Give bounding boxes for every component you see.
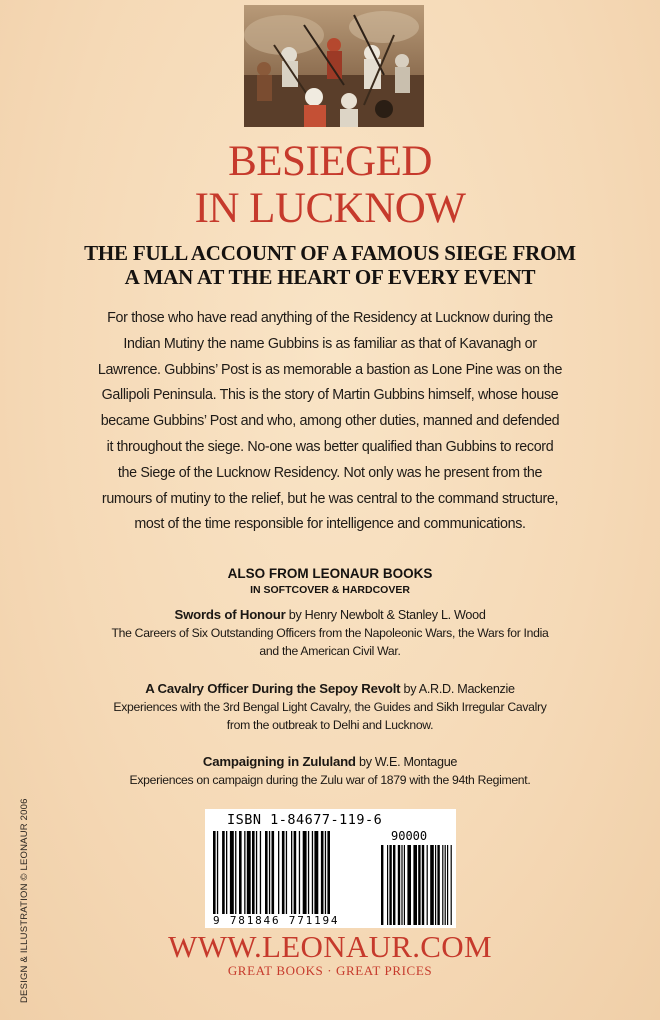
book-description: Experiences on campaign during the Zulu war of 1879 with the 94th Regiment. (129, 773, 531, 787)
book-author: by A.R.D. Mackenzie (400, 682, 515, 696)
book-title: Swords of Honour (174, 607, 286, 622)
design-credit: DESIGN & ILLUSTRATION © LEONAUR 2006 (19, 798, 30, 1003)
book-listing (80, 753, 580, 789)
book-author: by W.E. Montague (355, 755, 458, 769)
book-description: from the outbreak to Delhi and Lucknow. (226, 718, 434, 732)
subtitle-line-1: THE FULL ACCOUNT OF A FAMOUS SIEGE FROM (84, 241, 576, 265)
isbn-barcode (205, 809, 456, 928)
blurb-line: became Gubbins’ Post and who, among other duties, manned and defended (100, 413, 560, 430)
book-title: A Cavalry Officer During the Sepoy Revolt (145, 681, 401, 696)
publisher-website[interactable]: WWW.LEONAUR.COM (168, 929, 492, 964)
battle-scene-illustration-icon (244, 5, 424, 127)
blurb-line: the Siege of the Lucknow Residency. Not only was he present from the (117, 464, 543, 481)
also-from-heading: ALSO FROM LEONAUR BOOKS (227, 566, 433, 581)
book-title-line-2: IN LUCKNOW (194, 185, 466, 232)
book-description: The Careers of Six Outstanding Officers from the Napoleonic Wars, the Wars for India (111, 626, 549, 640)
ean-number: 9 781846 771194 (213, 914, 340, 927)
subtitle-line-2: A MAN AT THE HEART OF EVERY EVENT (124, 265, 536, 289)
book-listing (80, 680, 580, 734)
blurb-line: Indian Mutiny the name Gubbins is as familiar as that of Kavanagh or (123, 335, 537, 352)
book-listing (80, 606, 580, 660)
blurb-line: rumours of mutiny to the relief, but he was central to the command structure, (101, 490, 559, 507)
book-title-line-1: BESIEGED (228, 138, 432, 185)
book-description: Experiences with the 3rd Bengal Light Cavalry, the Guides and Sikh Irregular Cavalry (113, 700, 547, 714)
blurb-line: it throughout the siege. No-one was better qualified than Gubbins to record (106, 438, 554, 455)
book-author: by Henry Newbolt & Stanley L. Wood (285, 608, 486, 622)
blurb-line: Gallipoli Peninsula. This is the story of Martin Gubbins himself, whose house (101, 387, 559, 404)
isbn-number: ISBN 1-84677-119-6 (227, 812, 383, 828)
book-description: and the American Civil War. (259, 644, 401, 658)
blurb-line: Lawrence. Gubbins’ Post is as memorable a bastion as Lone Pine was on the (97, 361, 563, 378)
publisher-tagline: GREAT BOOKS · GREAT PRICES (227, 963, 433, 978)
also-from-subheading: IN SOFTCOVER & HARDCOVER (250, 584, 410, 596)
book-title: Campaigning in Zululand (202, 754, 356, 769)
price-code: 90000 (391, 829, 428, 843)
blurb-line: most of the time responsible for intelligence and communications. (134, 516, 526, 533)
blurb-line: For those who have read anything of the Residency at Lucknow during the (107, 310, 553, 326)
blurb-paragraph (92, 306, 568, 538)
